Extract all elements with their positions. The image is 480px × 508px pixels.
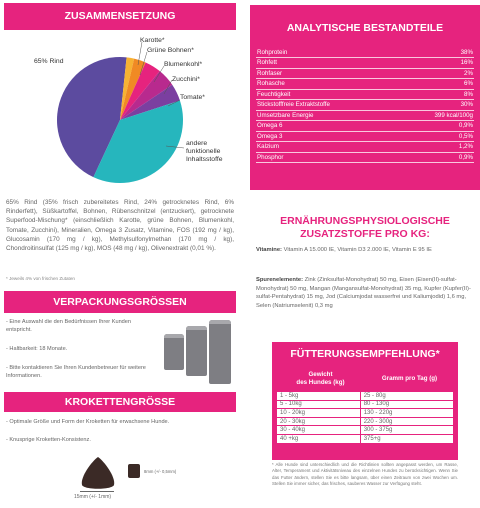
analysis-nutrient: Rohfaser [256, 68, 397, 79]
analysis-row [256, 110, 474, 121]
analysis-row [256, 68, 474, 79]
analysis-nutrient: Rohfett [256, 58, 397, 69]
pie-svg [4, 30, 236, 195]
supplements-title-line2: ZUSATZSTOFFE PRO KG: [300, 228, 430, 240]
kibble-side-icon [128, 464, 140, 478]
kibble-heading: KROKETTENGRÖSSE [4, 392, 236, 412]
analysis-value: 8% [397, 89, 474, 100]
trace-elements-text [256, 276, 478, 310]
pie-label-karotte: Karotte* [140, 37, 165, 44]
feeding-weight: 30 - 40kg [277, 426, 361, 435]
analysis-nutrient: Omega 6 [256, 121, 397, 132]
pie-label-funktionelle: funktionelle [186, 148, 221, 155]
feeding-col-grams: Gramm pro Tag (g) [381, 375, 438, 382]
analysis-row [256, 142, 474, 153]
analysis-value: 0,9% [397, 152, 474, 163]
analysis-value: 1,2% [397, 142, 474, 153]
analysis-value: 30% [397, 100, 474, 111]
analysis-row [256, 121, 474, 132]
analysis-nutrient: Stickstofffreie Extraktstoffe [256, 100, 397, 111]
composition-pie-chart [4, 30, 236, 195]
analysis-table [256, 47, 474, 163]
vitamins-text [256, 246, 478, 255]
analysis-value: 0,5% [397, 131, 474, 142]
pie-label-blumenkohl: Blumenkohl* [164, 61, 203, 68]
feeding-footnote: * Alle Hunde sind unterschiedlich und die Richtlinien sollten angepasst werden, um Rasse, Alter, Temperament und Aktivitätsniveau des einzelnen Hundes zu berücksichtigen. Wenn Sie das Futter ändern, stellen Sie es bitte langsam, über einen Zeitraum von zwei Wochen um. Stellen Sie immer sicher, das frisches, sauberes Wasser zur Verfügung steht. [272, 462, 458, 487]
analysis-row [256, 79, 474, 90]
feeding-row [277, 434, 454, 443]
feeding-grams: 130 - 220g [360, 409, 453, 418]
feeding-row [277, 400, 454, 409]
analysis-row [256, 100, 474, 111]
feeding-grams: 375+g [360, 434, 453, 443]
analysis-row [256, 89, 474, 100]
analysis-row [256, 131, 474, 142]
kibble-icon [78, 455, 118, 491]
kibble-list [6, 418, 234, 454]
analysis-nutrient: Phosphor [256, 152, 397, 163]
composition-heading: ZUSAMMENSETZUNG [4, 3, 236, 30]
right-column [250, 0, 480, 508]
analysis-value: 0,9% [397, 121, 474, 132]
analysis-row [256, 152, 474, 163]
kibble-width-line [80, 491, 114, 492]
analysis-value: 2% [397, 68, 474, 79]
kibble-height-label: 8mm (+/- 0,5mm) [144, 469, 177, 474]
packaging-item: - Haltbarkeit: 18 Monate. [6, 346, 68, 352]
composition-text: 65% Rind (35% frisch zubereitetes Rind, 24% getrocknetes Rind, 6% Rinderfett), Süßkartoffel, Bohnen, Rübenschnitzel (entzuckert), getrocknete Superfood-Mischung* (einschließlich Karotte, grüne Bohnen, Blumenkohl, Tomate, Zucchini), Mineralien, Omega 3 Zusatz, Vitamine, FOS (192 mg / kg), Glucosamin (170 mg / kg), Methylsulfonylmethan (170 mg / kg), Chondroitinsulfat (125 mg / kg), MOS (48 mg / kg), Olivenextrakt (0,01 %). [6, 199, 234, 253]
feeding-table [276, 391, 454, 444]
feeding-col-weight-line1: Gewicht [308, 371, 333, 378]
analysis-value: 16% [397, 58, 474, 69]
feeding-grams: 220 - 300g [360, 417, 453, 426]
analysis-row [256, 47, 474, 58]
feeding-weight: 5 - 10kg [277, 400, 361, 409]
vitamins-value: Vitamin A 15.000 IE, Vitamin D3 2.000 IE, Vitamin E 95 IE [282, 247, 432, 253]
packaging-list [6, 318, 156, 391]
analysis-row [256, 58, 474, 69]
analysis-value: 399 kcal/100g [397, 110, 474, 121]
analysis-nutrient: Omega 3 [256, 131, 397, 142]
feeding-weight: 40 +kg [277, 434, 361, 443]
feeding-col-weight-line2: des Hundes (kg) [296, 379, 345, 386]
analysis-nutrient: Rohprotein [256, 47, 397, 58]
composition-footnote: * Jeweils 4% von frischen Zutaten [6, 276, 75, 281]
pie-label-gruene-bohnen: Grüne Bohnen* [147, 47, 194, 54]
analysis-nutrient: Rohasche [256, 79, 397, 90]
feeding-row [277, 409, 454, 418]
pie-label-inhaltsstoffe: Inhaltsstoffe [186, 156, 223, 163]
bag-small [164, 334, 184, 370]
kibble-item: - Optimale Größe und Form der Kroketten für erwachsene Hunde. [6, 419, 170, 425]
analysis-nutrient: Kalzium [256, 142, 397, 153]
bag-large [209, 320, 231, 384]
analysis-heading: ANALYTISCHE BESTANDTEILE [286, 22, 444, 34]
feeding-weight: 1 - 5kg [277, 392, 361, 401]
feeding-grams: 300 - 375g [360, 426, 453, 435]
supplements-heading [250, 215, 480, 241]
pie-label-rind: 65% Rind [34, 58, 64, 65]
trace-elements-value: Zink (Zinksulfat-Monohydrat) 50 mg, Eisen (Eisen(II)-sulfat-Monohydrat) 50 mg, Mangan (Mangansulfat-Monohydrat) 35 mg, Kupfer (Kupfer(II)-sulfat-Pentahydrat) 15 mg, Jod (Calciumjodat wasserfrei und Kaliumjodid) 1,6 mg, Selen (Natriumselenit) 0,3 mg [256, 277, 471, 309]
feeding-row [277, 417, 454, 426]
analysis-value: 6% [397, 79, 474, 90]
feeding-row [277, 426, 454, 435]
vitamins-label: Vitamine: [256, 247, 282, 253]
trace-elements-label: Spurenelemente: [256, 277, 304, 283]
pie-label-zucchini: Zucchini* [172, 76, 200, 83]
kibble-width-label: 15mm (+/- 1mm) [74, 494, 112, 500]
feeding-grams: 80 - 130g [360, 400, 453, 409]
supplements-title-line1: ERNÄHRUNGSPHYSIOLOGISCHE [280, 215, 450, 227]
bag-medium [186, 326, 207, 376]
feeding-weight: 20 - 30kg [277, 417, 361, 426]
kibble-item: - Knusprige Kroketten-Konsistenz. [6, 437, 91, 443]
feeding-heading: FÜTTERUNGSEMPFEHLUNG* [290, 348, 440, 360]
packaging-item: - Eine Auswahl die den Bedürfnissen Ihrer Kunden entspricht. [6, 319, 132, 333]
analysis-value: 38% [397, 47, 474, 58]
packaging-heading: VERPACKUNGSGRÖSSEN [4, 291, 236, 313]
pie-label-tomate: Tomate* [180, 94, 205, 101]
analysis-nutrient: Feuchtigkeit [256, 89, 397, 100]
packaging-item: - Bitte kontaktieren Sie Ihren Kundenbetreuer für weitere Informationen. [6, 365, 146, 379]
pie-label-andere: andere [186, 140, 208, 147]
packaging-bags-image [162, 320, 232, 386]
feeding-col-weight [276, 371, 365, 387]
feeding-weight: 10 - 20kg [277, 409, 361, 418]
analysis-nutrient: Umsetzbare Energie [256, 110, 397, 121]
feeding-row [277, 392, 454, 401]
feeding-grams: 25 - 80g [360, 392, 453, 401]
